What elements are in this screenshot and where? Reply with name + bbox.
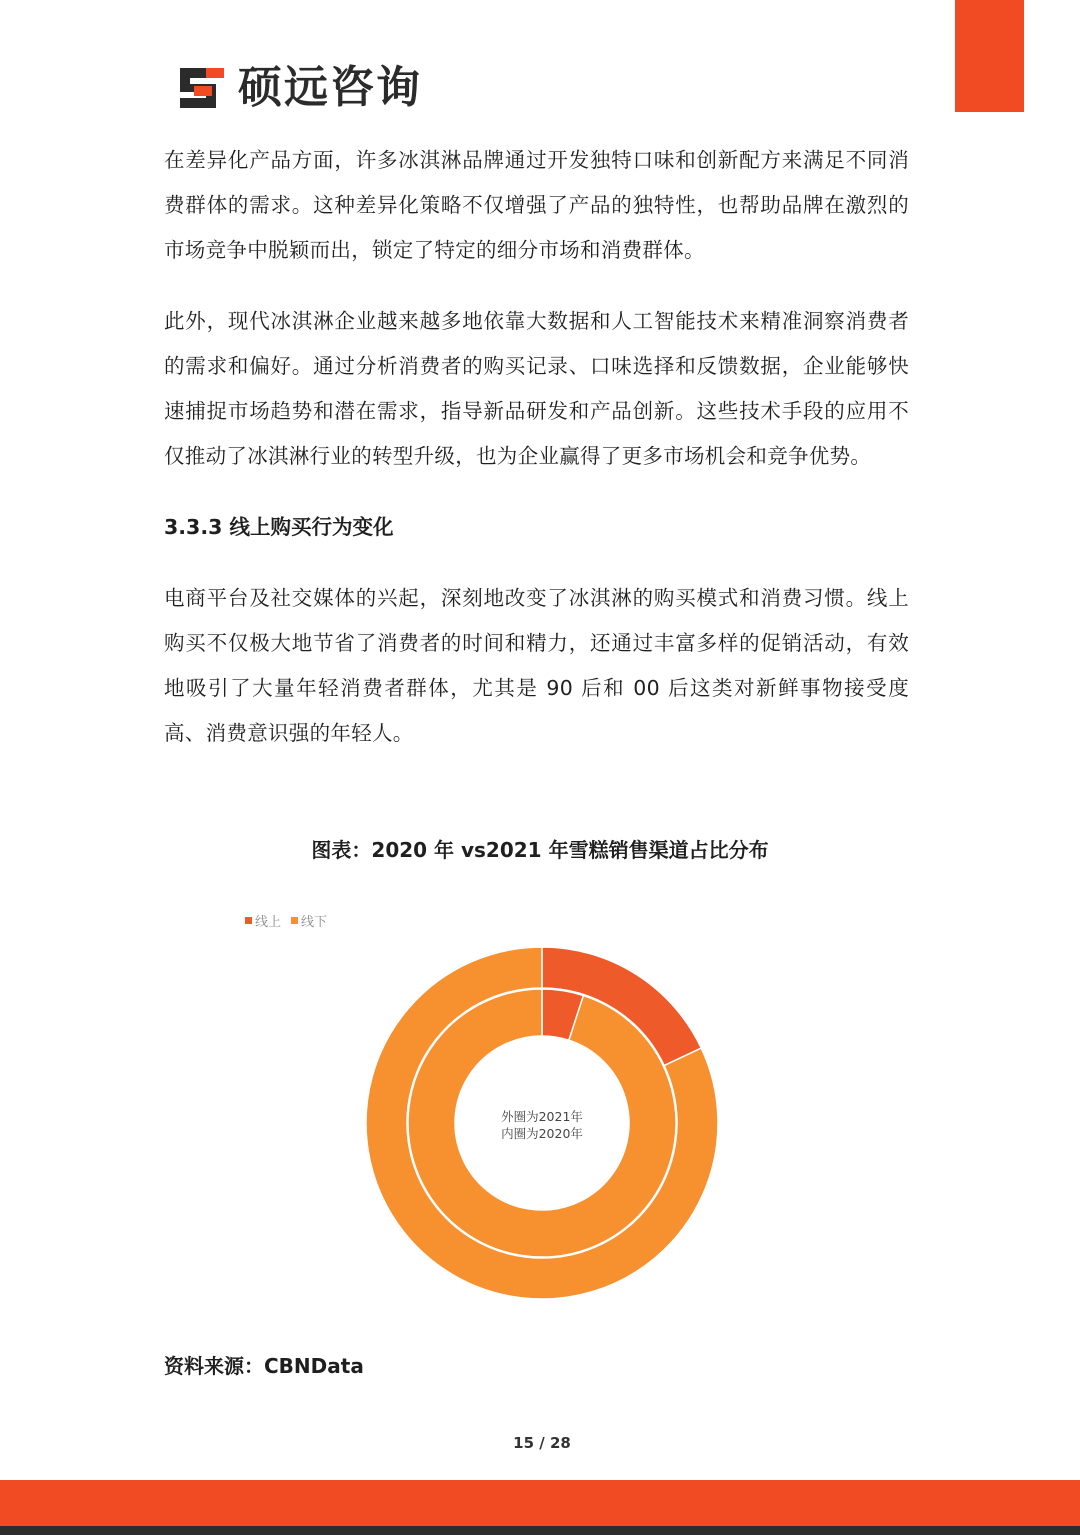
legend-label-online: 线上 [255, 915, 282, 930]
page-number: 15 / 28 [513, 1434, 571, 1452]
legend-swatch-online [245, 917, 252, 924]
chart-legend [245, 911, 327, 930]
legend-item-offline [291, 911, 327, 930]
paragraph-online-purchase: 电商平台及社交媒体的兴起，深刻地改变了冰淇淋的购买模式和消费习惯。线上购买不仅极大地节省了消费者的时间和精力，还通过丰富多样的促销活动，有效地吸引了大量年轻消费者群体，尤其是 90 后和 00 后这类对新鲜事物接受度高、消费意识强的年轻人。 [164, 586, 909, 745]
brand-name: 硕远咨询 [238, 62, 422, 113]
paragraph-differentiation: 在差异化产品方面，许多冰淇淋品牌通过开发独特口味和创新配方来满足不同消费群体的需求。这种差异化策略不仅增强了产品的独特性，也帮助品牌在激烈的市场竞争中脱颖而出，锁定了特定的细分市场和消费群体。 [164, 148, 909, 262]
footer-accent-bar [0, 1480, 1080, 1526]
legend-item-online [245, 911, 281, 930]
chart-title: 图表：2020 年 vs2021 年雪糕销售渠道占比分布 [311, 838, 769, 862]
donut-chart [366, 947, 718, 1299]
brand-logo [176, 60, 422, 116]
brand-mark-icon [176, 64, 228, 112]
footer-dark-strip [0, 1526, 1080, 1535]
body-content [164, 138, 909, 756]
paragraph-big-data: 此外，现代冰淇淋企业越来越多地依靠大数据和人工智能技术来精准洞察消费者的需求和偏好。通过分析消费者的购买记录、口味选择和反馈数据，企业能够快速捕捉市场趋势和潜在需求，指导新品研发和产品创新。这些技术手段的应用不仅推动了冰淇淋行业的转型升级，也为企业赢得了更多市场机会和竞争优势。 [164, 309, 909, 468]
corner-accent-block [955, 0, 1024, 112]
section-heading: 3.3.3 线上购买行为变化 [164, 515, 394, 539]
legend-swatch-offline [291, 917, 298, 924]
source-note: 资料来源：CBNData [164, 1354, 364, 1378]
center-label-outer: 外圈为2021年 [501, 1109, 583, 1124]
legend-label-offline: 线下 [301, 915, 328, 930]
center-label-inner: 内圈为2020年 [501, 1126, 583, 1141]
